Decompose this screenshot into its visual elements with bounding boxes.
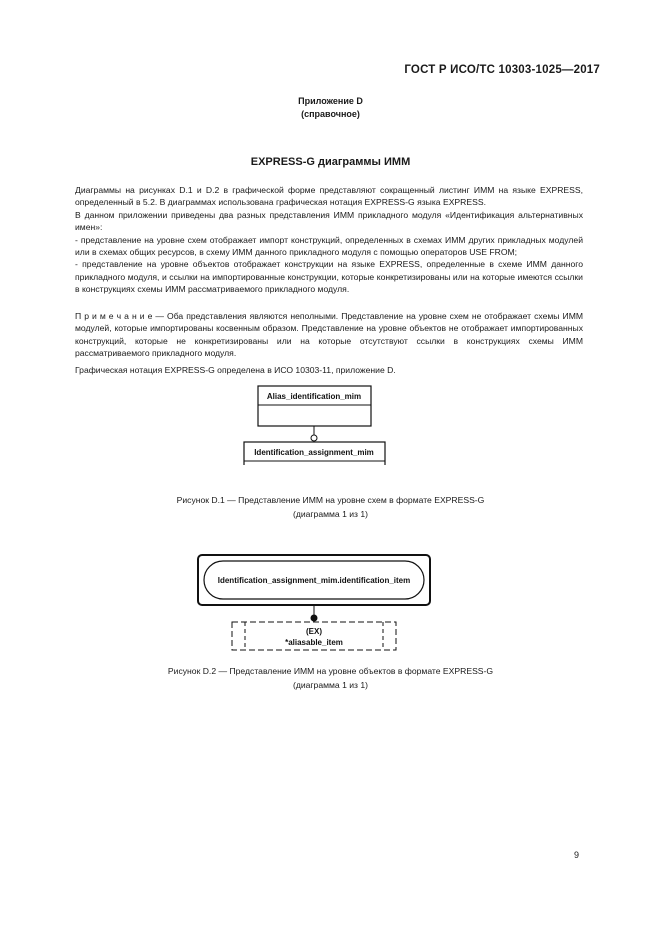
page-number: 9 — [574, 850, 580, 860]
schema-label-identification: Identification_assignment_mim — [254, 448, 374, 457]
paragraph-3: - представление на уровне схем отображает импорт конструкций, определенных в схемах ИММ других прикладных модулей или в схемах общих ресурсов, в схему ИММ данного прикладного модуля с помощью операторов USE FROM; — [75, 234, 583, 258]
figure-d2-subcaption: (диаграмма 1 из 1) — [292, 680, 369, 690]
connector-circle — [311, 615, 317, 621]
paragraph-5: Графическая нотация EXPRESS-G определена в ИСО 10303-11, приложение D. — [75, 365, 396, 375]
body-text — [75, 184, 583, 296]
extensible-box-label-1: (EX) — [306, 627, 322, 636]
extensible-box-label-2: *aliasable_item — [285, 638, 343, 647]
note-text: — Оба представления являются неполными. Представление на уровне схем не отображает схемы ИММ модулей, которые импортированы косвенным образом. Представление на уровне объектов не отображает импортированных конструкций, которые не конкретизированы или на которые отсутствуют ссылки в конструкциях схемы ИММ рассматриваемого прикладного модуля. — [75, 311, 584, 359]
appendix-type: (справочное) — [301, 109, 360, 119]
figure-d1-diagram — [240, 380, 390, 465]
figure-d1-subcaption: (диаграмма 1 из 1) — [292, 509, 369, 519]
figure-d1-caption: Рисунок D.1 — Представление ИММ на уровне схем в формате EXPRESS-G — [176, 495, 485, 505]
figure-d2-caption: Рисунок D.2 — Представление ИММ на уровне объектов в формате EXPRESS-G — [167, 666, 494, 676]
paragraph-1: Диаграммы на рисунках D.1 и D.2 в графической форме представляют сокращенный листинг ИММ на языке EXPRESS, определенный в 5.2. В диаграммах использована графическая нотация EXPRESS-G языка EXPRESS. — [75, 185, 583, 208]
schema-label-alias: Alias_identification_mim — [266, 392, 362, 401]
paragraph-2: В данном приложении приведены два разных представления ИММ прикладного модуля «Идентификация альтернативных имен»: — [75, 209, 583, 233]
figure-d2-diagram — [195, 548, 435, 658]
note-label: П р и м е ч а н и е — [75, 311, 153, 321]
section-title: EXPRESS-G диаграммы ИММ — [250, 156, 411, 168]
note — [75, 310, 583, 360]
document-header: ГОСТ Р ИСО/ТС 10303-1025—2017 — [404, 64, 600, 76]
select-type-label: Identification_assignment_mim.identification_item — [217, 576, 411, 585]
paragraph-4: - представление на уровне объектов отображает конструкции на языке EXPRESS, определенные в схеме ИММ данного прикладного модуля, и ссылки на импортированные конструкции, которые конкретизированы или на которые имеются ссылки в конструкциях схемы ИММ рассматриваемого прикладного модуля. — [75, 259, 583, 295]
connector-circle — [311, 435, 317, 441]
appendix-label: Приложение D — [298, 96, 363, 106]
